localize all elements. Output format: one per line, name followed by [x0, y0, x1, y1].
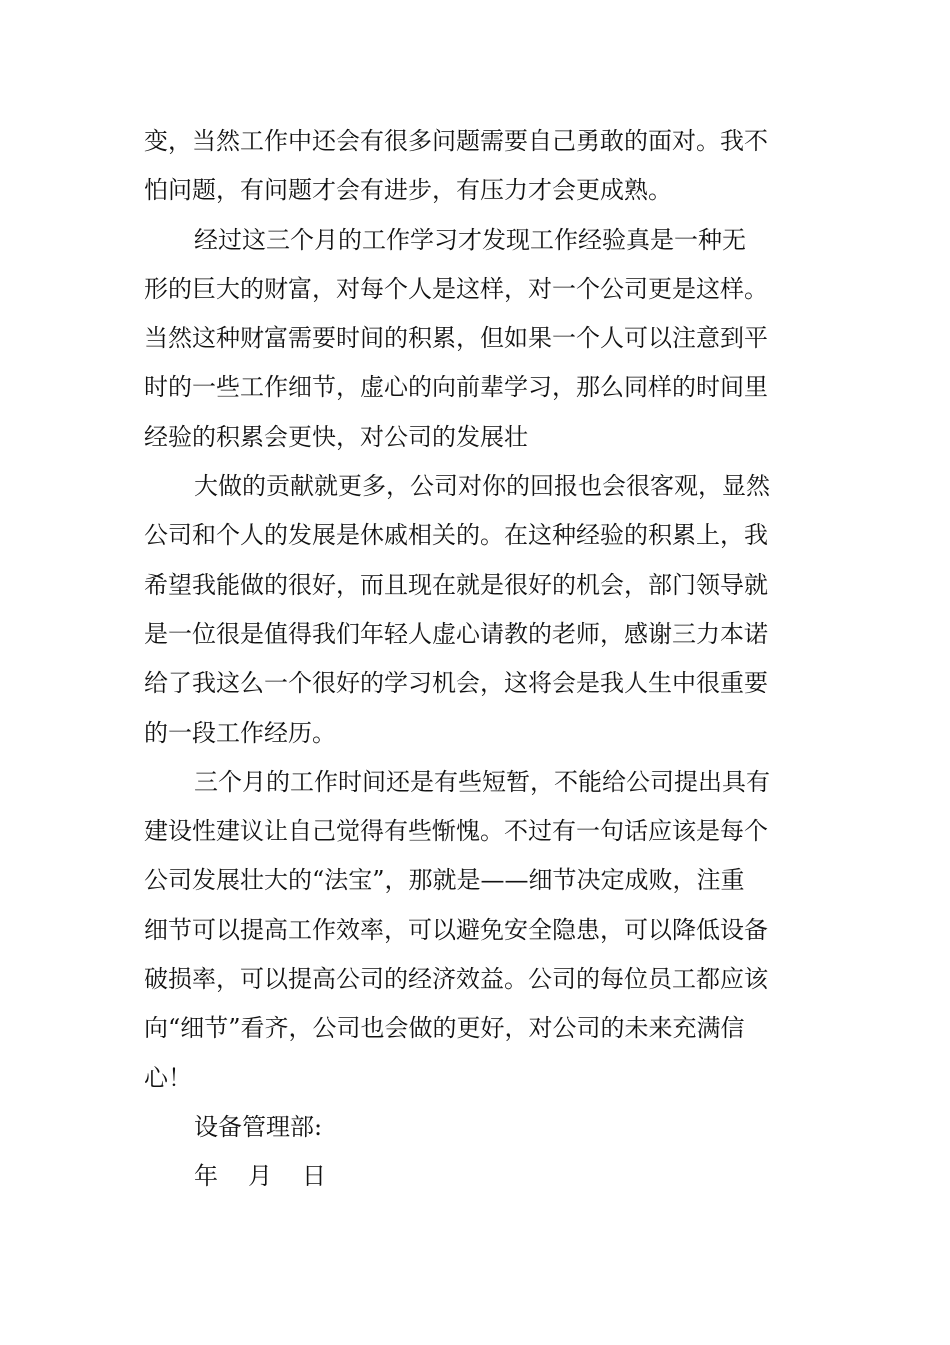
paragraph-line: 当然这种财富需要时间的积累，但如果一个人可以注意到平: [144, 324, 768, 353]
paragraph-line: 建设性建议让自己觉得有些惭愧。不过有一句话应该是每个: [144, 817, 768, 846]
paragraph-line: 的一段工作经历。: [144, 718, 336, 747]
paragraph-line: 希望我能做的很好，而且现在就是很好的机会，部门领导就: [144, 570, 768, 599]
paragraph-line: 公司发展壮大的“法宝”，那就是——细节决定成败，注重: [144, 866, 745, 895]
paragraph-line: 心！: [144, 1063, 192, 1092]
paragraph-line: 时的一些工作细节，虚心的向前辈学习，那么同样的时间里: [144, 373, 768, 402]
paragraph-line: 经过这三个月的工作学习才发现工作经验真是一种无: [194, 225, 746, 254]
date-day: 日: [302, 1162, 326, 1191]
paragraph-line: 向“细节”看齐，公司也会做的更好，对公司的未来充满信: [144, 1014, 745, 1043]
paragraph-line: 细节可以提高工作效率，可以避免安全隐患，可以降低设备: [144, 915, 768, 944]
paragraph-line: 大做的贡献就更多，公司对你的回报也会很客观，显然: [194, 472, 770, 501]
signature-department: 设备管理部:: [194, 1112, 323, 1141]
paragraph-line: 是一位很是值得我们年轻人虚心请教的老师，感谢三力本诺: [144, 619, 768, 648]
paragraph-line: 怕问题，有问题才会有进步，有压力才会更成熟。: [144, 176, 672, 205]
paragraph-line: 形的巨大的财富，对每个人是这样，对一个公司更是这样。: [144, 274, 768, 303]
document-body: [144, 117, 770, 1202]
paragraph-line: 给了我这么一个很好的学习机会，这将会是我人生中很重要: [144, 669, 768, 698]
paragraph-line: 经验的积累会更快，对公司的发展壮: [144, 422, 528, 451]
paragraph-line: 公司和个人的发展是休戚相关的。在这种经验的积累上，我: [144, 521, 768, 550]
paragraph-line: 破损率，可以提高公司的经济效益。公司的每位员工都应该: [144, 965, 768, 994]
date-month: 月: [248, 1162, 272, 1191]
date-year: 年: [194, 1162, 218, 1191]
paragraph-line: 三个月的工作时间还是有些短暂，不能给公司提出具有: [194, 767, 770, 796]
signature-date: [144, 1152, 744, 1201]
paragraph-line: 变，当然工作中还会有很多问题需要自己勇敢的面对。我不: [144, 127, 768, 155]
